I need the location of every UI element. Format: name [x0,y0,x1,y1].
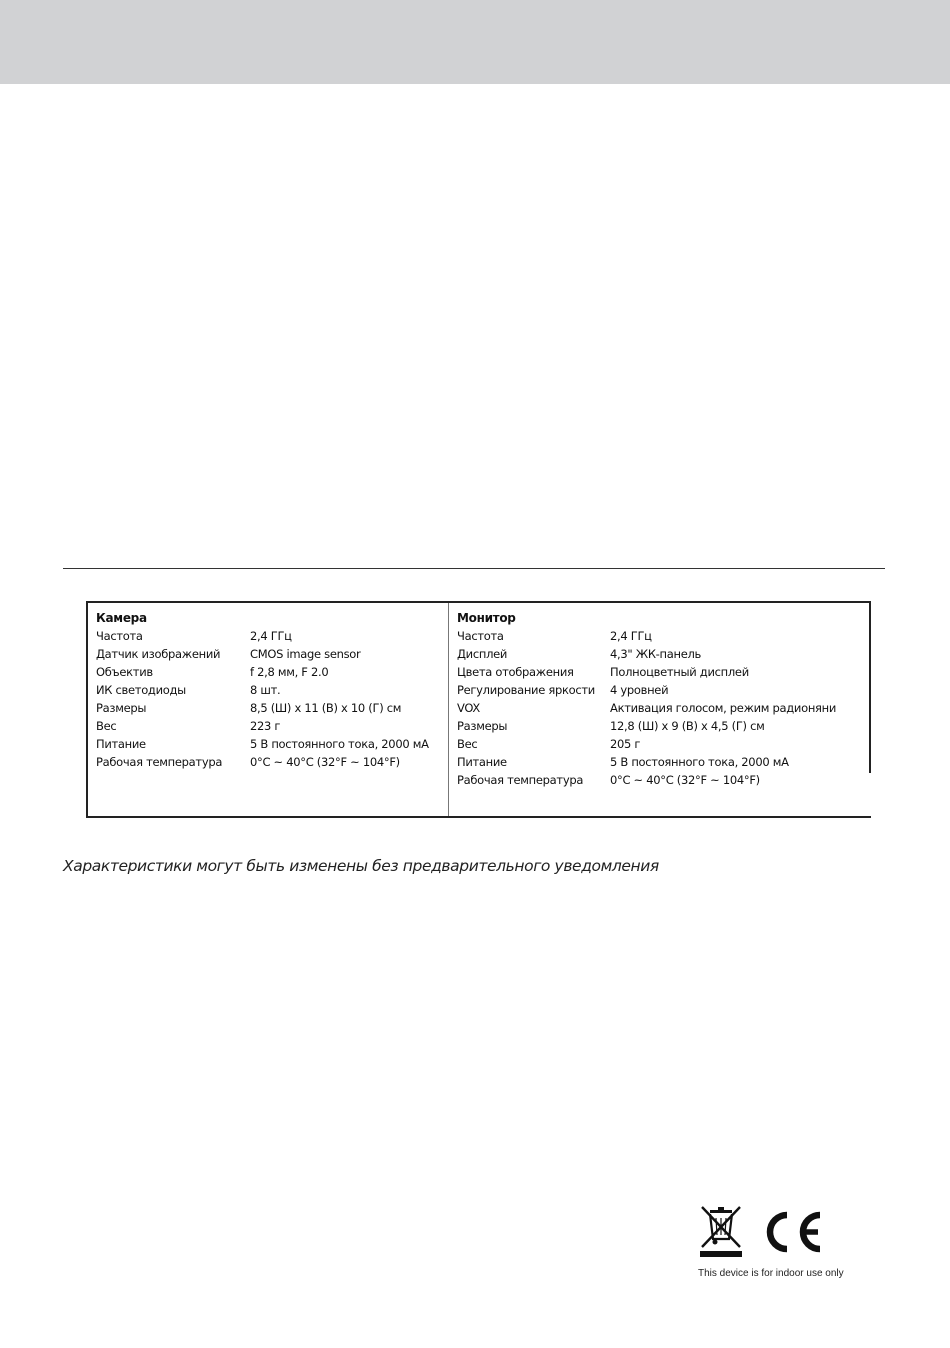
spec-label: Питание [96,737,146,751]
spec-row [457,753,867,771]
spec-row [457,717,867,735]
spec-value: 223 г [250,719,281,733]
spec-value: 205 г [610,737,641,751]
camera-specs [96,609,446,771]
spec-label: Объектив [96,665,153,679]
spec-value: f 2,8 мм, F 2.0 [250,665,329,679]
spec-value: 0°C ~ 40°C (32°F ~ 104°F) [250,755,400,769]
spec-label: Вес [96,719,117,733]
spec-label: Рабочая температура [457,773,584,787]
spec-row [457,771,867,789]
crossed-out-wheelie-bin-icon [698,1203,744,1259]
spec-value: 2,4 ГГц [610,629,652,643]
spec-row [96,699,446,717]
camera-heading: Камера [96,611,147,625]
spec-row [96,735,446,753]
spec-value: 2,4 ГГц [250,629,292,643]
spec-label: Размеры [457,719,508,733]
header-bar [0,0,950,84]
spec-value: Полноцветный дисплей [610,665,749,679]
spec-row [96,627,446,645]
spec-label: Датчик изображений [96,647,221,661]
spec-label: Частота [457,629,504,643]
spec-row [457,645,867,663]
spec-label: Регулирование яркости [457,683,595,697]
spec-row [96,681,446,699]
spec-row [457,627,867,645]
monitor-specs [457,609,867,789]
spec-label: Цвета отображения [457,665,574,679]
spec-value: 8,5 (Ш) x 11 (В) x 10 (Г) см [250,701,402,715]
spec-row [457,681,867,699]
disclaimer-note: Характеристики могут быть изменены без предварительного уведомления [63,857,659,875]
specifications-table [86,601,869,818]
spec-value: CMOS image sensor [250,647,361,661]
table-border-right [869,601,871,773]
spec-row [457,699,867,717]
spec-value: 0°C ~ 40°C (32°F ~ 104°F) [610,773,760,787]
spec-label: Размеры [96,701,147,715]
spec-value: 8 шт. [250,683,281,697]
indoor-use-notice: This device is for indoor use only [698,1268,844,1279]
spec-label: Рабочая температура [96,755,223,769]
spec-value: 4 уровней [610,683,669,697]
table-border-bottom-right [761,816,871,818]
spec-label: Вес [457,737,478,751]
spec-value: 5 В постоянного тока, 2000 мА [250,737,429,751]
spec-row [96,717,446,735]
spec-row [96,663,446,681]
column-divider [448,603,449,816]
spec-row [96,645,446,663]
spec-label: Питание [457,755,507,769]
spec-row [96,753,446,771]
section-divider [63,568,885,569]
ce-mark-icon [760,1210,824,1254]
spec-value: 12,8 (Ш) x 9 (В) x 4,5 (Г) см [610,719,765,733]
spec-label: ИК светодиоды [96,683,186,697]
spec-label: Дисплей [457,647,508,661]
spec-label: Частота [96,629,143,643]
spec-row [457,663,867,681]
spec-label: VOX [457,701,480,715]
spec-value: Активация голосом, режим радионяни [610,701,837,715]
spec-value: 5 В постоянного тока, 2000 мА [610,755,789,769]
spec-value: 4,3" ЖК-панель [610,647,702,661]
monitor-heading: Монитор [457,611,516,625]
spec-row [457,735,867,753]
